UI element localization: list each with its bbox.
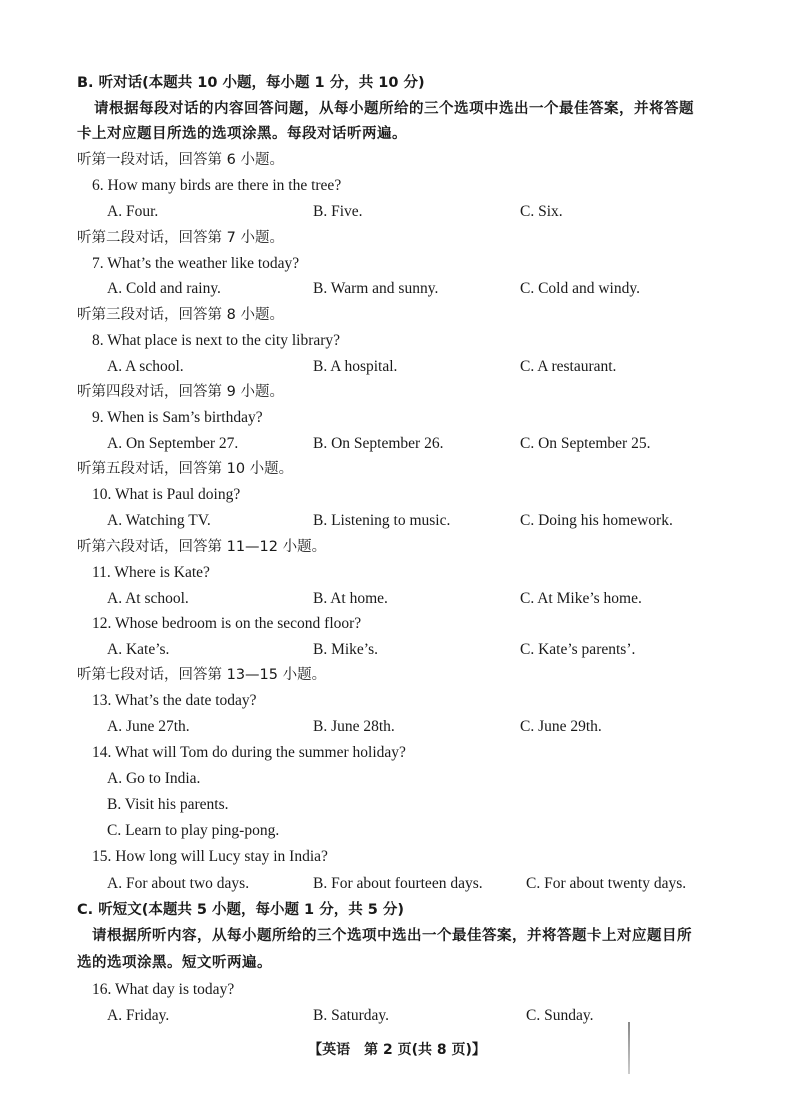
dialog-3-intro: 听第三段对话，回答第 8 小题。 <box>77 307 284 323</box>
dialog-7-intro: 听第七段对话，回答第 13—15 小题。 <box>77 667 327 683</box>
dialog-1-intro: 听第一段对话，回答第 6 小题。 <box>77 152 284 168</box>
question-8-option-b: B. A hospital. <box>313 358 398 375</box>
question-13-option-b: B. June 28th. <box>313 718 395 735</box>
dialog-6-intro: 听第六段对话，回答第 11—12 小题。 <box>77 539 327 555</box>
question-15-option-b: B. For about fourteen days. <box>313 875 483 892</box>
question-14-option-b: B. Visit his parents. <box>107 796 229 813</box>
question-10-option-a: A. Watching TV. <box>107 512 211 529</box>
question-12-option-c: C. Kate’s parents’. <box>520 641 636 658</box>
question-6-option-a: A. Four. <box>107 203 159 220</box>
section-c-instruction-line1: 请根据所听内容，从每小题所给的三个选项中选出一个最佳答案，并将答题卡上对应题目所 <box>92 928 692 944</box>
question-16-option-b: B. Saturday. <box>313 1007 390 1024</box>
question-6-option-c: C. Six. <box>520 203 563 220</box>
question-12-option-a: A. Kate’s. <box>107 641 170 658</box>
question-9: 9. When is Sam’s birthday? <box>92 409 263 426</box>
question-15-option-a: A. For about two days. <box>107 875 250 892</box>
question-14-option-c: C. Learn to play ping-pong. <box>107 822 280 839</box>
dialog-2-intro: 听第二段对话，回答第 7 小题。 <box>77 230 284 246</box>
question-8: 8. What place is next to the city library? <box>92 332 341 349</box>
question-8-option-c: C. A restaurant. <box>520 358 617 375</box>
question-15-option-c: C. For about twenty days. <box>526 875 687 892</box>
question-9-option-a: A. On September 27. <box>107 435 239 452</box>
question-13-option-c: C. June 29th. <box>520 718 602 735</box>
question-9-option-c: C. On September 25. <box>520 435 651 452</box>
question-11-option-a: A. At school. <box>107 590 189 607</box>
question-10: 10. What is Paul doing? <box>92 486 241 503</box>
question-11-option-c: C. At Mike’s home. <box>520 590 642 607</box>
question-8-option-a: A. A school. <box>107 358 184 375</box>
question-12: 12. Whose bedroom is on the second floor? <box>92 615 362 632</box>
question-6: 6. How many birds are there in the tree? <box>92 177 342 194</box>
page-footer: 【英语 第 2 页(共 8 页)】 <box>308 1042 486 1058</box>
section-b-instruction-line1: 请根据每段对话的内容回答问题，从每小题所给的三个选项中选出一个最佳答案，并将答题 <box>94 101 694 117</box>
question-6-option-b: B. Five. <box>313 203 363 220</box>
question-12-option-b: B. Mike’s. <box>313 641 379 658</box>
question-13: 13. What’s the date today? <box>92 692 257 709</box>
question-7-option-a: A. Cold and rainy. <box>107 280 221 297</box>
question-7: 7. What’s the weather like today? <box>92 255 300 272</box>
section-b-instruction-line2: 卡上对应题目所选的选项涂黑。每段对话听两遍。 <box>77 126 407 142</box>
question-16-option-a: A. Friday. <box>107 1007 170 1024</box>
question-9-option-b: B. On September 26. <box>313 435 444 452</box>
question-7-option-b: B. Warm and sunny. <box>313 280 439 297</box>
question-13-option-a: A. June 27th. <box>107 718 190 735</box>
section-c-heading: C. 听短文(本题共 5 小题，每小题 1 分，共 5 分) <box>77 902 405 918</box>
question-10-option-b: B. Listening to music. <box>313 512 451 529</box>
dialog-4-intro: 听第四段对话，回答第 9 小题。 <box>77 384 284 400</box>
question-10-option-c: C. Doing his homework. <box>520 512 673 529</box>
section-b-heading: B. 听对话(本题共 10 小题，每小题 1 分，共 10 分) <box>77 75 425 91</box>
question-15: 15. How long will Lucy stay in India? <box>92 848 328 865</box>
question-7-option-c: C. Cold and windy. <box>520 280 640 297</box>
dialog-5-intro: 听第五段对话，回答第 10 小题。 <box>77 461 294 477</box>
section-c-instruction-line2: 选的选项涂黑。短文听两遍。 <box>77 955 272 971</box>
question-11-option-b: B. At home. <box>313 590 388 607</box>
question-14: 14. What will Tom do during the summer holiday? <box>92 744 406 761</box>
question-14-option-a: A. Go to India. <box>107 770 201 787</box>
question-16-option-c: C. Sunday. <box>526 1007 594 1024</box>
question-16: 16. What day is today? <box>92 981 235 998</box>
question-11: 11. Where is Kate? <box>92 564 210 581</box>
